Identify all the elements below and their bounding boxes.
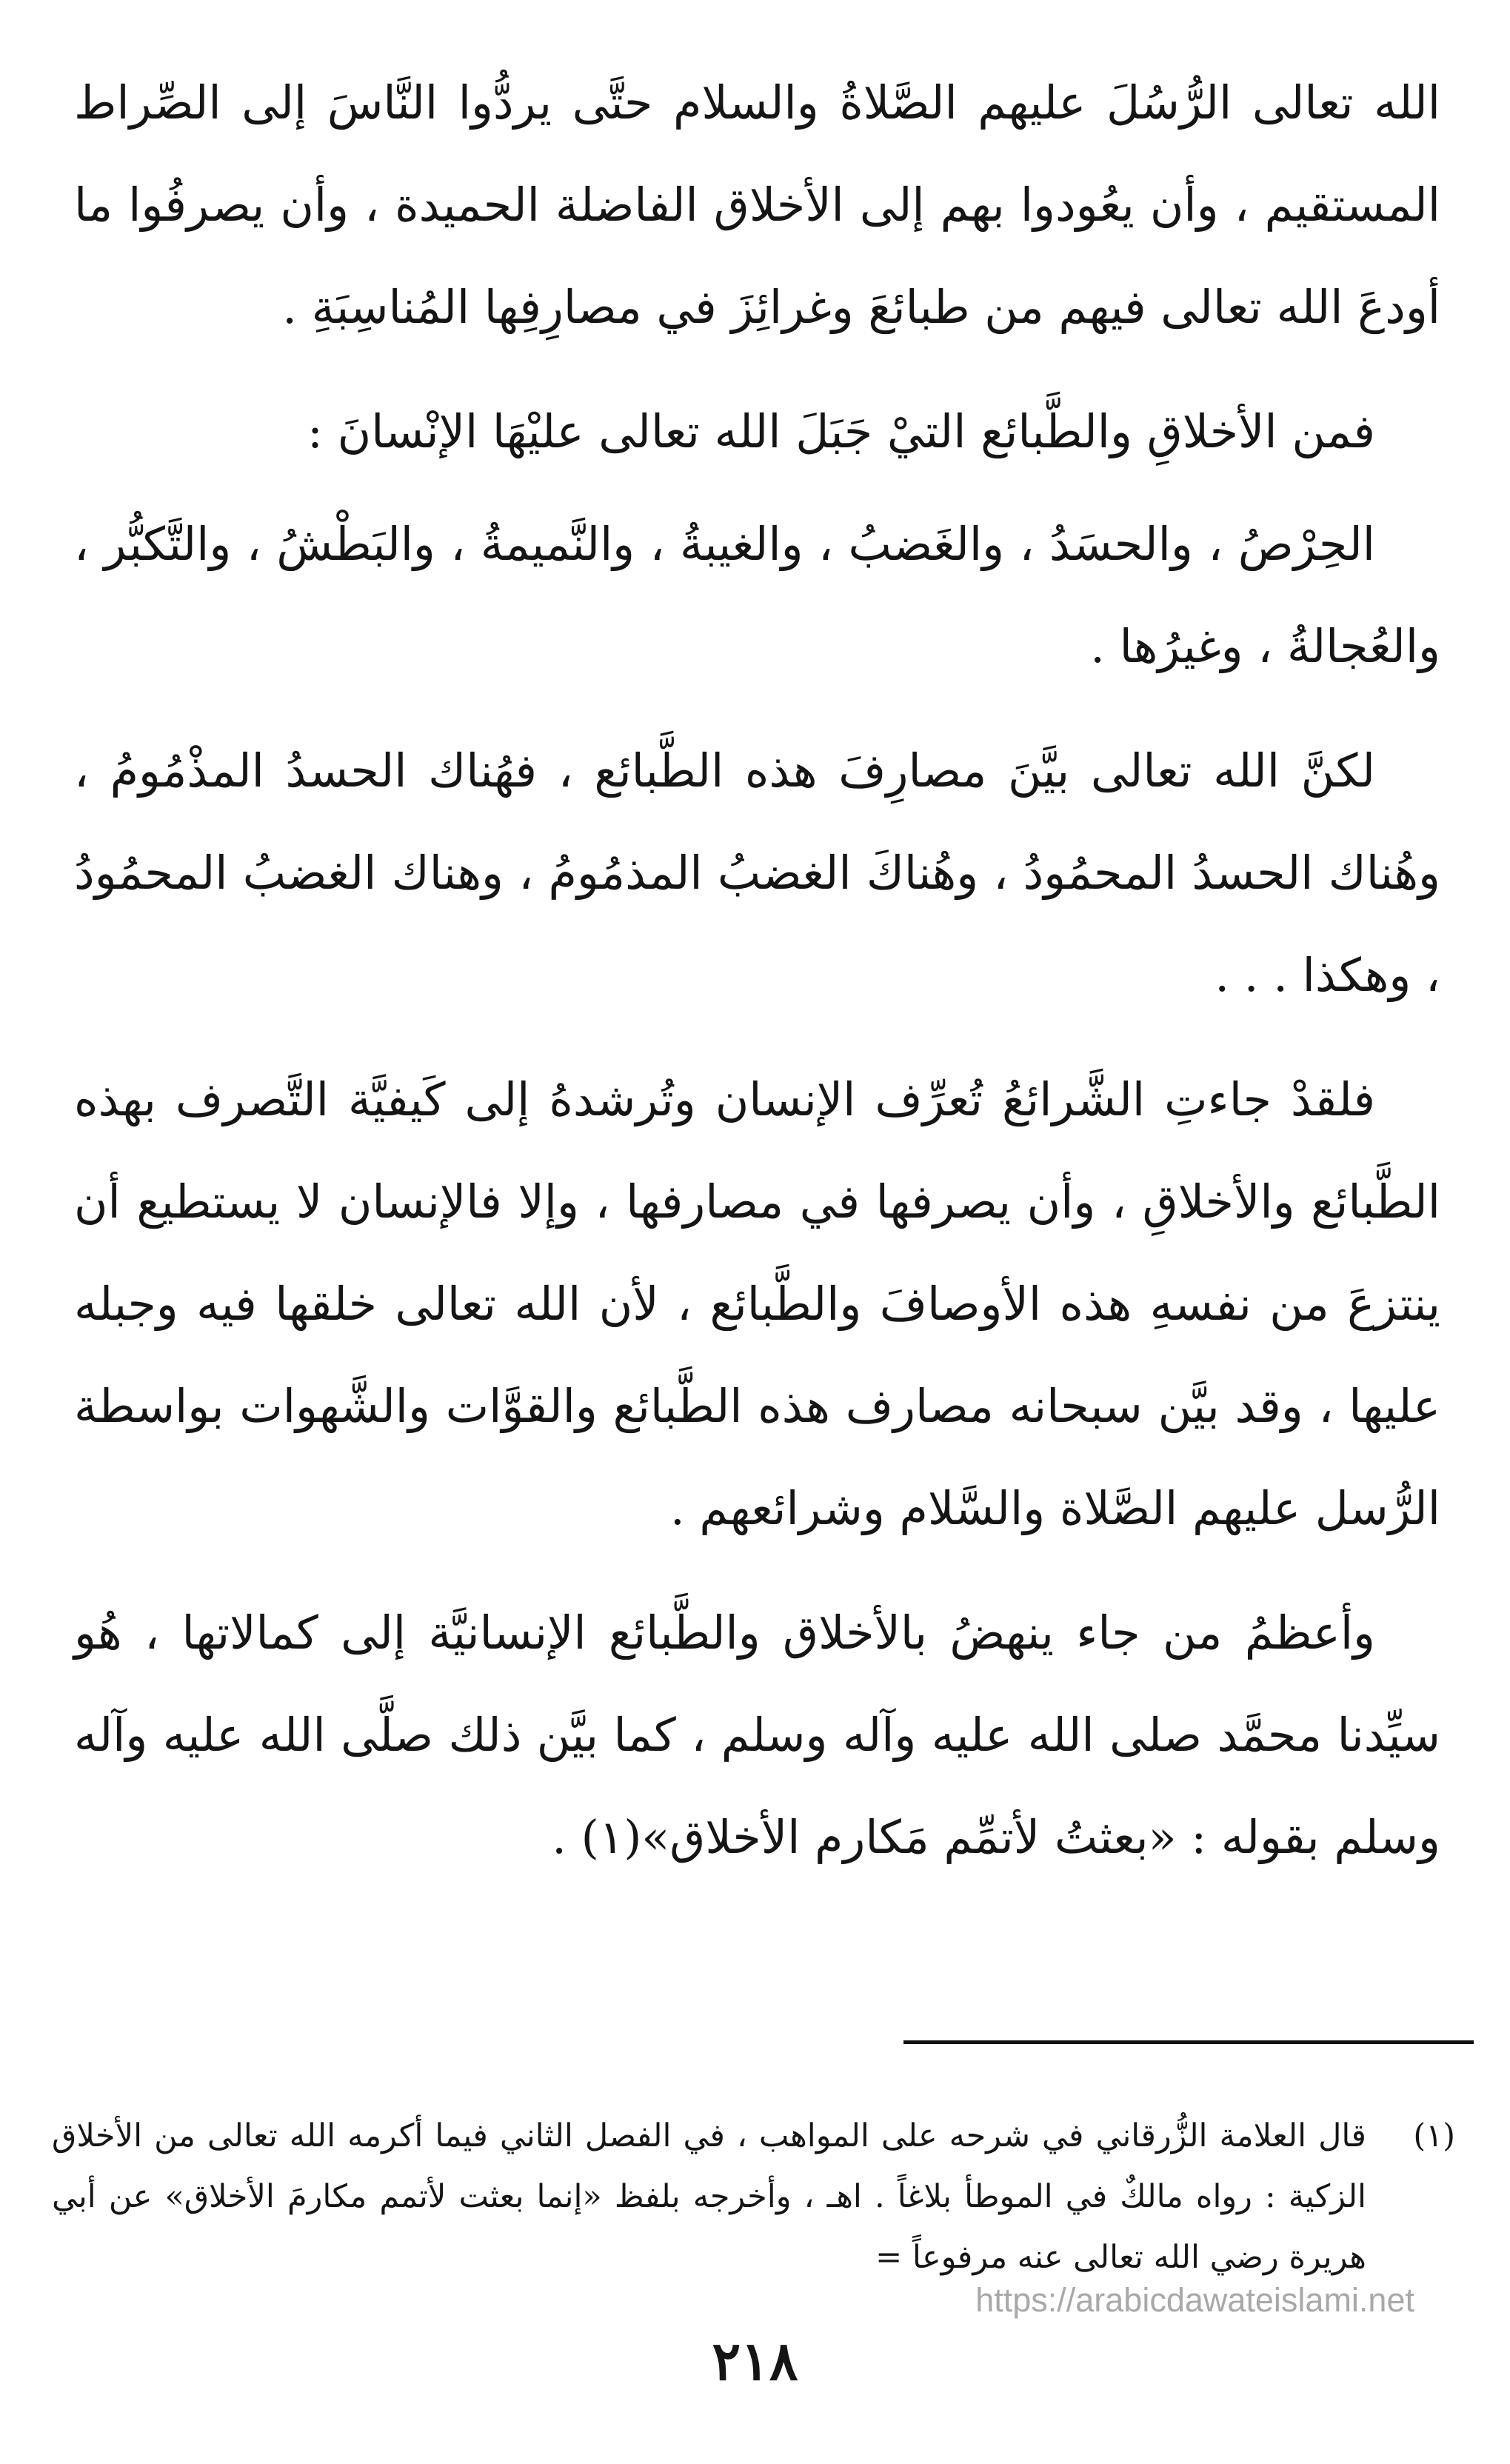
paragraph-2: فمن الأخلاقِ والطَّبائع التيْ جَبَلَ الله تعالى عليْهَا الإنْسانَ : [307, 404, 1375, 458]
main-text-block [74, 52, 1440, 1899]
website-watermark: https://arabicdawateislami.net [975, 2281, 1414, 2319]
paragraph-6: وأعظمُ من جاء ينهضُ بالأخلاق والطَّبائع الإنسانيَّة إلى كمالاتها ، هُو سيِّدنا محمَّد صلى الله عليه وآله وسلم ، كما بيَّن ذلك صلَّى الله عليه وآله وسلم بقوله : «بعثتُ لأتمِّم مَكارم الأخلاق»(١) . [74, 1606, 1440, 1864]
footnote-text: قال العلامة الزُّرقاني في شرحه على المواهب ، في الفصل الثاني فيما أكرمه الله تعالى من الأخلاق الزكية : رواه مالكٌ في الموطأ بلاغاً . اهـ ، وأخرجه بلفظ «إنما بعثت لأتمم مكارمَ الأخلاق» عن أبي هريرة رضي الله تعالى عنه مرفوعاً = [52, 2117, 1366, 2276]
footnote-number: (١) [1413, 2117, 1455, 2154]
page-number: ٢١٨ [712, 2329, 798, 2392]
footnote-separator [903, 2040, 1474, 2044]
footnote [52, 2106, 1455, 2288]
paragraph-5: فلقدْ جاءتِ الشَّرائعُ تُعرِّف الإنسان وتُرشدهُ إلى كَيفيَّة التَّصرف بهذه الطَّبائع والأخلاقِ ، وأن يصرفها في مصارفها ، وإلا فالإنسان لا يستطيع أن ينتزعَ من نفسهِ هذه الأوصافَ والطَّبائع ، لأن الله تعالى خلقها فيه وجبله عليها ، وقد بيَّن سبحانه مصارف هذه الطَّبائع والقوَّات والشَّهوات بواسطة الرُّسل عليهم الصَّلاة والسَّلام وشرائعهم . [74, 1072, 1440, 1535]
paragraph-3: الحِرْصُ ، والحسَدُ ، والغَضبُ ، والغيبةُ ، والنَّميمةُ ، والبَطْشُ ، والتَّكبُّر ، والعُجالةُ ، وغيرُها . [74, 517, 1440, 673]
paragraph-4: لكنَّ الله تعالى بيَّنَ مصارِفَ هذه الطَّبائع ، فهُناك الحسدُ المذْمُومُ ، وهُناك الحسدُ المحمُودُ ، وهُناكَ الغضبُ المذمُومُ ، وهناك الغضبُ المحمُودُ ، وهكذا . . . [74, 744, 1440, 1002]
paragraph-1: الله تعالى الرُّسُلَ عليهم الصَّلاةُ والسلام حتَّى يردُّوا النَّاسَ إلى الصِّراط المستقيم ، وأن يعُودوا بهم إلى الأخلاق الفاضلة الحميدة ، وأن يصرفُوا ما أودعَ الله تعالى فيهم من طبائعَ وغرائِزَ في مصارِفِها المُناسِبَةِ . [74, 76, 1440, 334]
